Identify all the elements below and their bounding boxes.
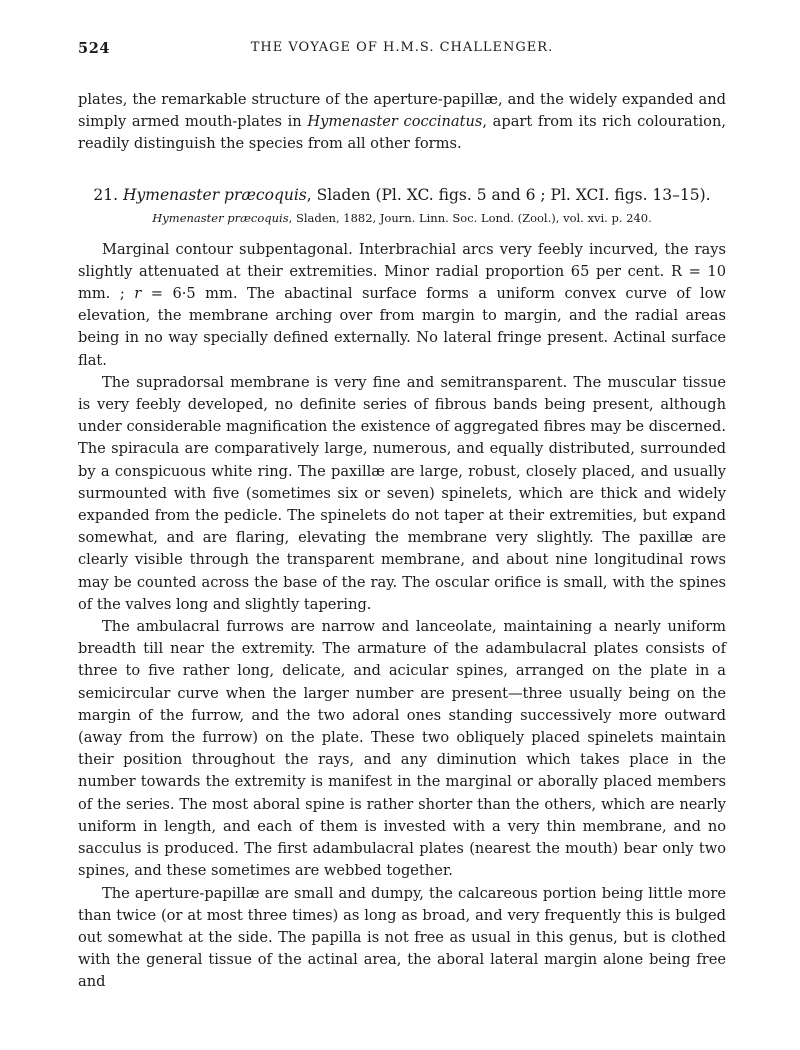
paragraph-aperture-papillae: The aperture-papillæ are small and dumpy, the calcareous portion being little more than twice (or at most three times) as long as broad, and very frequently this is bulged out somewhat at the side. The papilla is not free as usual in this genus, but is clothed with the general tissue of the actinal area, the aboral lateral margin alone being free and <box>78 884 726 991</box>
citation-species-name: Hymenaster præcoquis <box>152 210 289 225</box>
page <box>78 40 726 994</box>
synonymy-citation <box>78 210 726 226</box>
intro-text-before: plates, the remarkable structure of the aperture-papillæ, and the widely expanded and simply armed mouth-plates in <box>78 91 726 131</box>
paragraph-form-part-a: Marginal contour subpentagonal. Interbrachial arcs very feebly incurved, the rays slightly attenuated at their extremities. Minor radial proportion 65 per cent. R = 10 mm. ; <box>78 240 726 303</box>
species-authority: , Sladen (Pl. XC. figs. 5 and 6 ; Pl. XCI. figs. 13–15). <box>306 185 711 204</box>
intro-text-after: , apart from its rich colouration, readily distinguish the species from all other forms. <box>78 113 726 153</box>
running-title: THE VOYAGE OF H.M.S. CHALLENGER. <box>250 40 554 55</box>
citation-text: , Sladen, 1882, Journ. Linn. Soc. Lond. (Zool.), vol. xvi. p. 240. <box>288 210 652 225</box>
species-name: Hymenaster præcoquis <box>122 185 307 204</box>
species-heading <box>78 186 726 204</box>
intro-paragraph <box>78 89 726 156</box>
page-number: 524 <box>78 40 111 57</box>
description-body <box>78 239 726 994</box>
paragraph-supradorsal: The supradorsal membrane is very fine and semitransparent. The muscular tissue is very feebly developed, no definite series of fibrous bands being present, although under considerable magnification the existence of aggregated fibres may be discerned. The spiracula are comparatively large, numerous, and equally distributed, surrounded by a conspicuous white ring. The paxillæ are large, robust, closely placed, and usually surmounted with five (sometimes six or seven) spinelets, which are thick and widely expanded from the pedicle. The spinelets do not taper at their extremities, but expand somewhat, and are flaring, elevating the membrane very slightly. The paxillæ are clearly visible through the transparent membrane, and about nine longitudinal rows may be counted across the base of the ray. The oscular orifice is small, with the spines of the valves long and slightly tapering. <box>78 373 726 613</box>
intro-species-name: Hymenaster coccinatus <box>307 113 483 131</box>
page-header <box>78 40 726 62</box>
species-number: 21. <box>93 185 119 204</box>
paragraph-form <box>78 239 726 372</box>
paragraph-ambulacral: The ambulacral furrows are narrow and lanceolate, maintaining a nearly uniform breadth till near the extremity. The armature of the adambulacral plates consists of three to five rather long, delicate, and acicular spines, arranged on the plate in a semicircular curve when the larger number are present—three usually being on the margin of the furrow, and the two adoral ones standing successively more outward (away from the furrow) on the plate. These two obliquely placed spinelets maintain their position throughout the rays, and any diminution which takes place in the number towards the extremity is manifest in the marginal or aborally placed members of the series. The most aboral spine is rather shorter than the others, which are nearly uniform in length, and each of them is invested with a very thin membrane, and no sacculus is produced. The first adambulacral plates (nearest the mouth) bear only two spines, and these sometimes are webbed together. <box>78 618 726 880</box>
paragraph-form-part-b: = 6·5 mm. The abactinal surface forms a uniform convex curve of low elevation, the membrane arching over from margin to margin, and the radial areas being in no way specially defined externally. No lateral fringe present. Actinal surface flat. <box>78 285 727 369</box>
minor-radius-symbol: r <box>134 285 142 303</box>
